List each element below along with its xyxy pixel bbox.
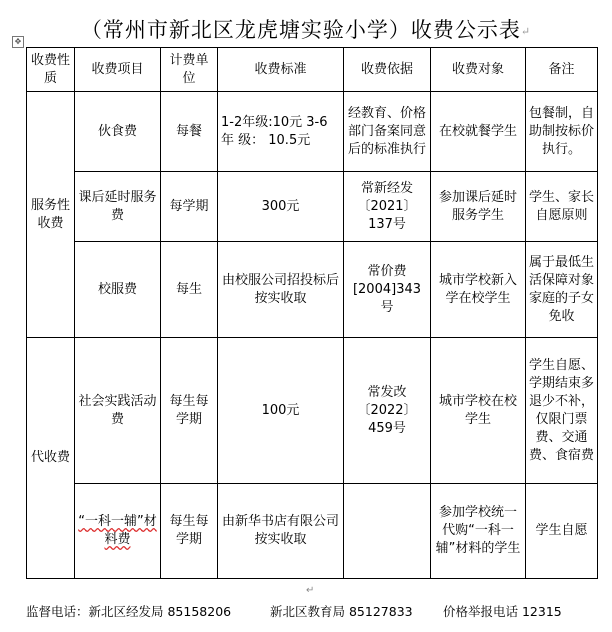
cell-remark: 学生、家长自愿原则 — [526, 172, 598, 242]
header-row — [27, 48, 598, 92]
education-bureau-phone: 新北区教育局 85127833 — [270, 604, 413, 619]
table-row — [27, 338, 598, 484]
paragraph-return-icon: ↵ — [520, 25, 532, 38]
cell-item: “一科一辅”材料费 — [75, 484, 161, 579]
group-nature-collection: 代收费 — [27, 338, 75, 579]
cell-target: 参加学校统一代购“一科一辅”材料的学生 — [431, 484, 526, 579]
header-nature: 收费性质 — [27, 48, 75, 92]
header-target: 收费对象 — [431, 48, 526, 92]
cell-item: 伙食费 — [75, 92, 161, 172]
cell-basis: 常价费[2004]343号 — [344, 242, 431, 338]
header-standard: 收费标准 — [218, 48, 344, 92]
cell-standard: 1-2年级:10元 3-6 年 级： 10.5元 — [218, 92, 344, 172]
header-remark: 备注 — [526, 48, 598, 92]
cell-unit: 每生 — [161, 242, 218, 338]
cell-target: 在校就餐学生 — [431, 92, 526, 172]
cell-item: 课后延时服务费 — [75, 172, 161, 242]
cell-unit: 每餐 — [161, 92, 218, 172]
cell-standard: 由校服公司招投标后按实收取 — [218, 242, 344, 338]
table-row — [27, 242, 598, 338]
cell-basis: 常发改〔2022〕459号 — [344, 338, 431, 484]
cell-remark: 学生自愿、学期结束多退少不补，仅限门票费、交通费、食宿费 — [526, 338, 598, 484]
cell-standard: 由新华书店有限公司按实收取 — [218, 484, 344, 579]
page-title — [0, 14, 612, 44]
cell-item: 校服费 — [75, 242, 161, 338]
cell-unit: 每生每学期 — [161, 338, 218, 484]
move-handle-icon[interactable]: ✥ — [12, 36, 24, 48]
cell-target: 参加课后延时服务学生 — [431, 172, 526, 242]
cell-target: 城市学校在校学生 — [431, 338, 526, 484]
cell-target: 城市学校新入学在校学生 — [431, 242, 526, 338]
header-item: 收费项目 — [75, 48, 161, 92]
cell-item: 社会实践活动费 — [75, 338, 161, 484]
title-text: （常州市新北区龙虎塘实验小学）收费公示表 — [80, 18, 521, 42]
cell-unit: 每学期 — [161, 172, 218, 242]
header-basis: 收费依据 — [344, 48, 431, 92]
cell-unit: 每生每学期 — [161, 484, 218, 579]
price-report-phone: 价格举报电话 12315 — [443, 604, 562, 619]
cell-remark: 属于最低生活保障对象家庭的子女免收 — [526, 242, 598, 338]
fee-table — [26, 47, 598, 579]
cell-basis: 常新经发〔2021〕137号 — [344, 172, 431, 242]
cell-remark: 包餐制，自助制按标价执行。 — [526, 92, 598, 172]
cell-basis: 经教育、价格部门备案同意后的标准执行 — [344, 92, 431, 172]
cell-remark: 学生自愿 — [526, 484, 598, 579]
header-unit: 计费单位 — [161, 48, 218, 92]
table-row — [27, 484, 598, 579]
cell-basis — [344, 484, 431, 579]
cell-standard: 100元 — [218, 338, 344, 484]
cell-standard: 300元 — [218, 172, 344, 242]
paragraph-return-icon: ↵ — [306, 585, 315, 596]
table-row — [27, 92, 598, 172]
table-row — [27, 172, 598, 242]
group-nature-service: 服务性收费 — [27, 92, 75, 338]
supervision-phone: 监督电话：新北区经发局 85158206 — [26, 604, 232, 619]
